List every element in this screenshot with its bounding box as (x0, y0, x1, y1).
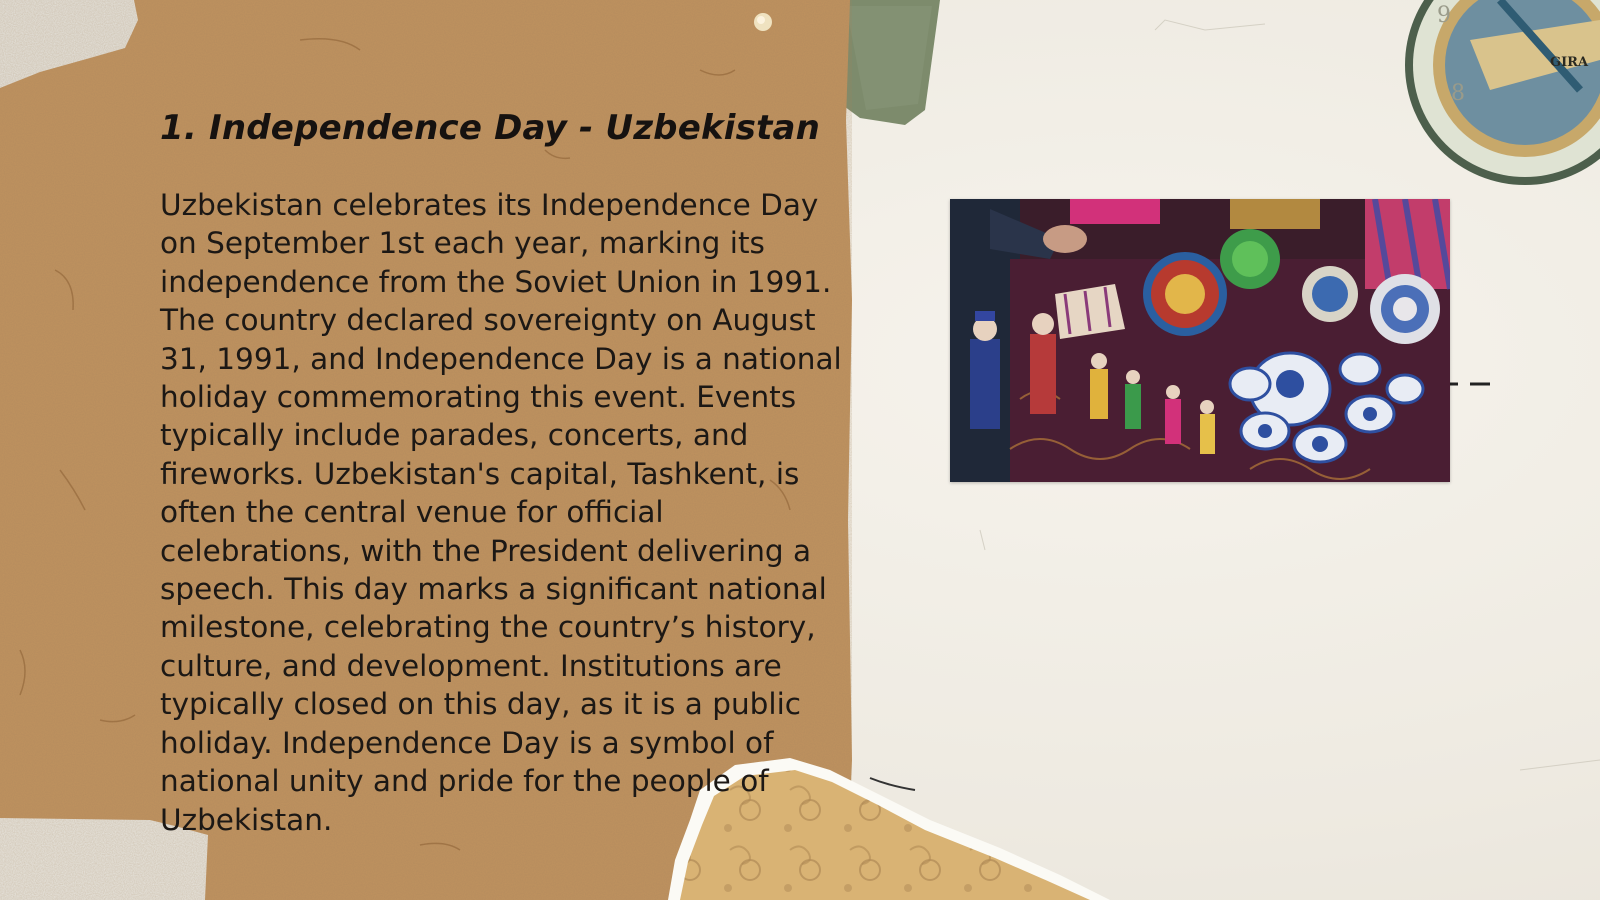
photo-illustration (950, 199, 1450, 482)
svg-text:9: 9 (1437, 3, 1451, 28)
svg-text:8: 8 (1451, 81, 1465, 106)
clock-decoration (1405, 0, 1600, 185)
slide-body-text: Uzbekistan celebrates its Independence Day on September 1st each year, marking its independence from the Soviet Union in 1991. The country declared sovereignty on August 31, 1991, and Independence Day is a national holiday commemorating this event. Events typically include parades, concerts, and fireworks. Uzbekistan's capital, Tashkent, is often the central venue for official celebrations, with the President delivering a speech. This day marks a significant national milestone, celebrating the country’s history, culture, and development. Institutions are typically closed on this day, as it is a public holiday. Independence Day is a symbol of national unity and pride for the people of Uzbekistan. (160, 188, 842, 837)
svg-text:GIRA: GIRA (1550, 55, 1589, 70)
slide-title: 1. Independence Day - Uzbekistan (160, 108, 821, 148)
market-ceramics-photo (950, 199, 1450, 482)
